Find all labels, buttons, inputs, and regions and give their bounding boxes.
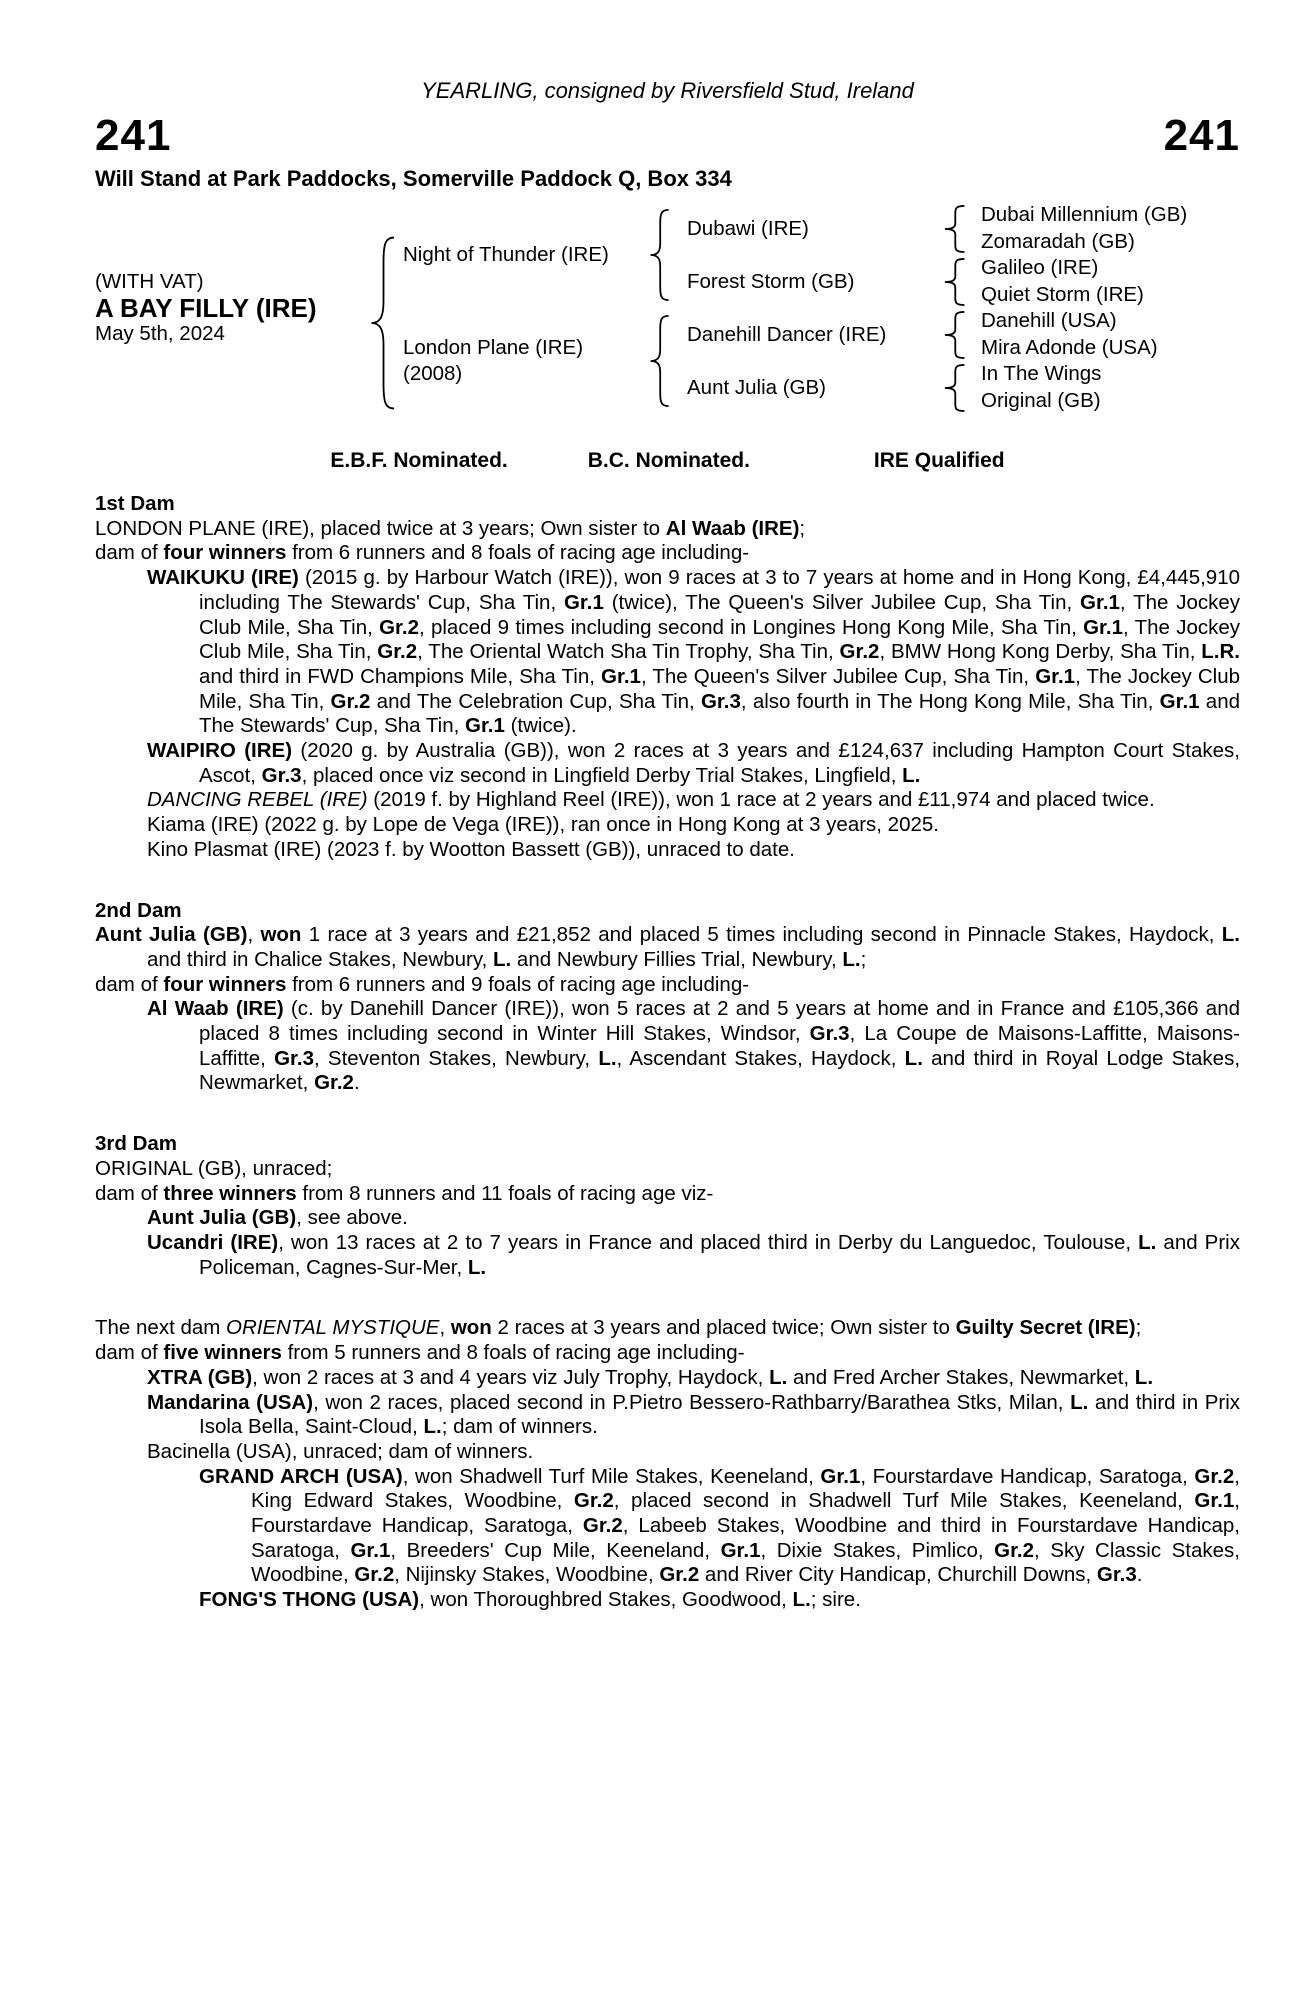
text-run: WAIPIRO (IRE) <box>147 739 293 763</box>
text-run: (c. by Danehill Dancer (IRE)), won 5 races at 2 and 5 years at home and in France and £105,366 and placed 8 times including second in Winter Hill Stakes, Windsor, <box>199 997 1240 1046</box>
text-run: L. <box>493 947 512 971</box>
text-run: , placed second in Shadwell Turf Mile Stakes, Keeneland, <box>613 1489 1195 1513</box>
text-run: L. <box>598 1046 617 1070</box>
pedigree-paragraph <box>95 923 1240 972</box>
grandsire-name: Danehill Dancer (IRE) <box>687 322 887 346</box>
stand-location-line: Will Stand at Park Paddocks, Somerville Paddock Q, Box 334 <box>95 166 732 191</box>
pedigree-paragraph <box>147 1440 1240 1465</box>
consignor-line: YEARLING, consigned by Riversfield Stud, Ireland <box>421 78 914 103</box>
lot-number-right: 241 <box>1163 111 1240 160</box>
pedigree-brace <box>941 205 967 253</box>
text-run: XTRA (GB) <box>147 1365 253 1389</box>
subject-block <box>95 270 367 346</box>
text-run: (2020 g. by Australia (GB)), won 2 races at 3 years and £124,637 including Hampton Court Stakes, Ascot, <box>199 739 1241 787</box>
pedigree-paragraph <box>147 1231 1240 1280</box>
pedigree-brace <box>941 311 967 359</box>
text-run: Mandarina (USA) <box>147 1390 314 1414</box>
section-heading: 2nd Dam <box>95 898 182 922</box>
text-run: , won Thoroughbred Stakes, Goodwood, <box>419 1588 793 1612</box>
section-heading: 3rd Dam <box>95 1132 178 1156</box>
text-run: L. <box>1138 1230 1157 1254</box>
text-run: , won 2 races, placed second in P.Pietro Bessero-Rathbarry/Barathea Stks, Milan, <box>313 1390 1071 1414</box>
great-grandparent-name: Danehill (USA) <box>981 309 1117 333</box>
text-run: Gr.3 <box>809 1022 850 1046</box>
text-run: Aunt Julia (GB) <box>95 923 248 947</box>
pedigree-paragraph <box>95 541 1240 566</box>
pedigree-paragraph <box>95 1182 1240 1207</box>
text-run: and Prix Policeman, Cagnes-Sur-Mer, <box>199 1230 1240 1279</box>
text-run: , <box>439 1316 451 1340</box>
lot-number-row <box>95 111 1240 160</box>
text-run: from 8 runners and 11 foals of racing age viz- <box>296 1181 714 1205</box>
text-run: four winners <box>163 541 287 565</box>
text-run: GRAND ARCH (USA) <box>199 1464 403 1488</box>
great-grandparent-name: Original (GB) <box>981 388 1101 412</box>
pedigree-paragraph <box>147 813 1240 838</box>
text-run: Gr.2 <box>839 640 880 664</box>
text-run: L. <box>769 1365 788 1389</box>
pedigree-paragraph <box>147 739 1240 788</box>
text-run: LONDON PLANE (IRE), placed twice at 3 years; Own sister to <box>95 516 666 540</box>
text-run: WAIKUKU (IRE) <box>147 566 299 590</box>
lot-number-left: 241 <box>95 111 172 160</box>
text-run: , Breeders' Cup Mile, Keeneland, <box>390 1538 721 1562</box>
text-run: L. <box>1221 923 1240 947</box>
text-run: Aunt Julia (GB) <box>147 1206 297 1230</box>
ire-qualified-status: IRE Qualified <box>873 449 1005 472</box>
pedigree-paragraph <box>147 838 1240 863</box>
text-run: and River City Handicap, Churchill Downs, <box>699 1563 1097 1587</box>
text-run: 2 races at 3 years and placed twice; Own sister to <box>491 1316 956 1340</box>
pedigree-paragraph <box>95 1157 1240 1182</box>
text-run: , Nijinsky Stakes, Woodbine, <box>394 1563 660 1587</box>
grandsire-name: Dubawi (IRE) <box>687 216 809 240</box>
pedigree-paragraph <box>95 517 1240 542</box>
text-run: Kino Plasmat (IRE) (2023 f. by Wootton Bassett (GB)), unraced to date. <box>147 837 795 861</box>
text-run: L. <box>904 1046 923 1070</box>
text-run: and The Stewards' Cup, Sha Tin, <box>199 689 1240 738</box>
pedigree-paragraph <box>95 973 1240 998</box>
text-run: Gr.2 <box>330 689 371 713</box>
text-run: L.R. <box>1201 640 1240 664</box>
dam-section <box>95 492 1240 863</box>
text-run: Al Waab (IRE) <box>147 997 284 1021</box>
text-run: , placed once viz second in Lingfield Derby Trial Stakes, Lingfield, <box>301 763 903 787</box>
text-run: ; dam of winners. <box>441 1415 598 1439</box>
granddam-name: Aunt Julia (GB) <box>687 375 826 399</box>
text-run: Gr.2 <box>659 1563 700 1587</box>
text-run: ORIGINAL (GB), unraced; <box>95 1156 333 1180</box>
text-run: , La Coupe de Maisons-Laffitte, Maisons-Laffitte, <box>199 1022 1240 1070</box>
pedigree-paragraph <box>199 1588 1240 1613</box>
text-run: dam of <box>95 541 164 565</box>
text-run: L. <box>1070 1390 1089 1414</box>
text-run: Gr.1 <box>563 590 604 614</box>
pedigree-brace <box>647 208 671 302</box>
text-run: , King Edward Stakes, Woodbine, <box>251 1464 1240 1513</box>
text-run: Gr.1 <box>720 1538 761 1562</box>
text-run: , The Oriental Watch Sha Tin Trophy, Sha Tin, <box>417 640 840 664</box>
text-run: won <box>260 923 302 947</box>
foaling-date: May 5th, 2024 <box>95 322 225 345</box>
pedigree-paragraph <box>95 1341 1240 1366</box>
text-run: Gr.1 <box>350 1538 391 1562</box>
bc-nominated-status: B.C. Nominated. <box>587 449 750 472</box>
great-grandparent-name: In The Wings <box>981 362 1102 386</box>
text-run: Kiama (IRE) (2022 g. by Lope de Vega (IRE)), ran once in Hong Kong at 3 years, 2025. <box>147 813 939 837</box>
text-run: three winners <box>163 1181 297 1205</box>
text-run: , The Jockey Club Mile, Sha Tin, <box>199 590 1241 639</box>
text-run: FONG'S THONG (USA) <box>199 1588 420 1612</box>
dam-section <box>95 1316 1240 1612</box>
sire-name: Night of Thunder (IRE) <box>403 243 609 266</box>
text-run: , The Queen's Silver Jubilee Cup, Sha Tin, <box>640 664 1036 688</box>
great-grandparent-name: Quiet Storm (IRE) <box>981 282 1144 306</box>
text-run: Gr.2 <box>994 1538 1035 1562</box>
text-run: Bacinella (USA), unraced; dam of winners. <box>147 1439 534 1463</box>
text-run: Guilty Secret (IRE) <box>955 1316 1136 1340</box>
text-run: Gr.2 <box>1194 1464 1235 1488</box>
text-run: L. <box>792 1588 811 1612</box>
text-run: from 5 runners and 8 foals of racing age including- <box>281 1341 745 1365</box>
text-run: , The Jockey Club Mile, Sha Tin, <box>199 615 1240 664</box>
pedigree-paragraph <box>147 788 1240 813</box>
great-grandparent-name: Galileo (IRE) <box>981 256 1099 280</box>
text-run: four winners <box>163 972 287 996</box>
text-run: and third in Chalice Stakes, Newbury, <box>147 947 494 971</box>
text-run: , won 2 races at 3 and 4 years viz July Trophy, Haydock, <box>252 1365 770 1389</box>
text-run: and Newbury Fillies Trial, Newbury, <box>511 947 843 971</box>
text-run: dam of <box>95 1181 164 1205</box>
text-run: , won 13 races at 2 to 7 years in France and placed third in Derby du Languedoc, Toulouse, <box>278 1230 1139 1254</box>
text-run: L. <box>902 763 921 787</box>
text-run: DANCING REBEL (IRE) <box>147 788 368 812</box>
text-run: won <box>450 1316 492 1340</box>
great-grandparent-name: Zomaradah (GB) <box>981 229 1135 253</box>
text-run: Gr.1 <box>1080 590 1120 614</box>
granddam-name: Forest Storm (GB) <box>687 269 855 293</box>
text-run: , Dixie Stakes, Pimlico, <box>760 1538 995 1562</box>
text-run: (twice). <box>504 714 577 738</box>
text-run: (2015 g. by Harbour Watch (IRE)), won 9 races at 3 to 7 years at home and in Hong Kong, £4,445,910 including The Stewards' Cup, Sha Tin, <box>199 566 1240 614</box>
dam-name-block <box>403 335 647 388</box>
text-run: Gr.3 <box>700 689 741 713</box>
text-run: L. <box>423 1415 442 1439</box>
text-run: , placed 9 times including second in Longines Hong Kong Mile, Sha Tin, <box>419 615 1084 639</box>
text-run: , Ascendant Stakes, Haydock, <box>616 1046 905 1070</box>
pedigree-paragraph <box>95 1316 1240 1341</box>
text-run: Gr.2 <box>314 1071 354 1095</box>
text-run: . <box>353 1071 360 1095</box>
text-run: The next dam <box>95 1316 227 1340</box>
text-run: ORIENTAL MYSTIQUE <box>226 1316 440 1340</box>
text-run: and Fred Archer Stakes, Newmarket, <box>787 1365 1135 1389</box>
text-run: Gr.1 <box>601 664 641 688</box>
pedigree-table <box>95 202 1240 414</box>
text-run: five winners <box>163 1341 282 1365</box>
text-run: Gr.3 <box>261 763 302 787</box>
pedigree-paragraph <box>147 1206 1240 1231</box>
text-run: dam of <box>95 1341 164 1365</box>
text-run: Gr.2 <box>354 1563 395 1587</box>
pedigree-paragraph <box>147 1391 1240 1440</box>
vat-note: (WITH VAT) <box>95 270 204 293</box>
catalogue-text <box>95 492 1240 1613</box>
dam-section <box>95 899 1240 1097</box>
text-run: , <box>247 923 261 947</box>
text-run: dam of <box>95 972 164 996</box>
text-run: Ucandri (IRE) <box>147 1230 279 1254</box>
section-heading: 1st Dam <box>95 492 175 515</box>
great-grandparent-name: Mira Adonde (USA) <box>981 335 1158 359</box>
pedigree-brace <box>367 234 397 412</box>
text-run: and The Celebration Cup, Sha Tin, <box>370 689 701 713</box>
text-run: , won Shadwell Turf Mile Stakes, Keeneland, <box>402 1464 821 1488</box>
text-run: (2019 f. by Highland Reel (IRE)), won 1 race at 2 years and £11,974 and placed twice. <box>367 788 1155 812</box>
dam-year: (2008) <box>403 362 463 385</box>
pedigree-paragraph <box>199 1465 1240 1589</box>
text-run: Gr.1 <box>1035 664 1076 688</box>
text-run: . <box>1136 1563 1143 1587</box>
text-run: Gr.3 <box>274 1046 314 1070</box>
pedigree-brace <box>647 314 671 408</box>
text-run: , see above. <box>296 1206 408 1230</box>
text-run: , Labeeb Stakes, Woodbine and third in Fourstardave Handicap, Saratoga, <box>251 1514 1240 1562</box>
text-run: Al Waab (IRE) <box>665 516 800 540</box>
pedigree-paragraph <box>147 1366 1240 1391</box>
text-run: from 6 runners and 9 foals of racing age including- <box>286 972 750 996</box>
text-run: Gr.3 <box>1096 1563 1137 1587</box>
horse-name: A BAY FILLY (IRE) <box>95 293 317 323</box>
text-run: L. <box>467 1255 487 1279</box>
text-run: , Sky Classic Stakes, Woodbine, <box>251 1538 1241 1587</box>
text-run: Gr.1 <box>465 714 505 738</box>
dam-section <box>95 1132 1240 1280</box>
text-run: Gr.2 <box>573 1489 614 1513</box>
text-run: , also fourth in The Hong Kong Mile, Sha Tin, <box>740 689 1160 713</box>
text-run: and third in Prix Isola Bella, Saint-Cloud, <box>199 1390 1241 1439</box>
text-run: , The Jockey Club Mile, Sha Tin, <box>199 664 1241 713</box>
text-run: ; <box>860 947 867 971</box>
text-run: , Steventon Stakes, Newbury, <box>313 1046 599 1070</box>
text-run: , BMW Hong Kong Derby, Sha Tin, <box>879 640 1202 664</box>
text-run: Gr.1 <box>820 1464 861 1488</box>
text-run: , Fourstardave Handicap, Saratoga, <box>251 1489 1240 1538</box>
pedigree-brace <box>941 258 967 306</box>
pedigree-brace <box>941 364 967 412</box>
text-run: Gr.1 <box>1194 1489 1235 1513</box>
ebf-nominated-status: E.B.F. Nominated. <box>330 449 508 472</box>
pedigree-paragraph <box>147 566 1240 739</box>
text-run: Gr.2 <box>582 1514 623 1538</box>
text-run: (twice), The Queen's Silver Jubilee Cup, Sha Tin, <box>603 590 1081 614</box>
text-run: L. <box>842 947 861 971</box>
text-run: and third in FWD Champions Mile, Sha Tin, <box>199 664 602 688</box>
text-run: , Fourstardave Handicap, Saratoga, <box>860 1464 1195 1488</box>
text-run: ; <box>1135 1316 1142 1340</box>
text-run: Gr.1 <box>1083 615 1123 639</box>
text-run: Gr.1 <box>1159 689 1200 713</box>
text-run: from 6 runners and 8 foals of racing age including- <box>286 541 750 565</box>
text-run: 1 race at 3 years and £21,852 and placed 5 times including second in Pinnacle Stakes, Haydock, <box>301 923 1222 947</box>
text-run: Gr.2 <box>379 615 419 639</box>
text-run: Gr.2 <box>377 640 418 664</box>
text-run: ; sire. <box>810 1588 861 1612</box>
text-run: ; <box>799 516 806 540</box>
dam-name: London Plane (IRE) <box>403 335 584 359</box>
great-grandparent-name: Dubai Millennium (GB) <box>981 203 1188 227</box>
text-run: and third in Royal Lodge Stakes, Newmarket, <box>199 1046 1241 1095</box>
text-run: L. <box>1134 1365 1154 1389</box>
pedigree-paragraph <box>147 997 1240 1096</box>
nomination-status-row <box>95 448 1240 474</box>
